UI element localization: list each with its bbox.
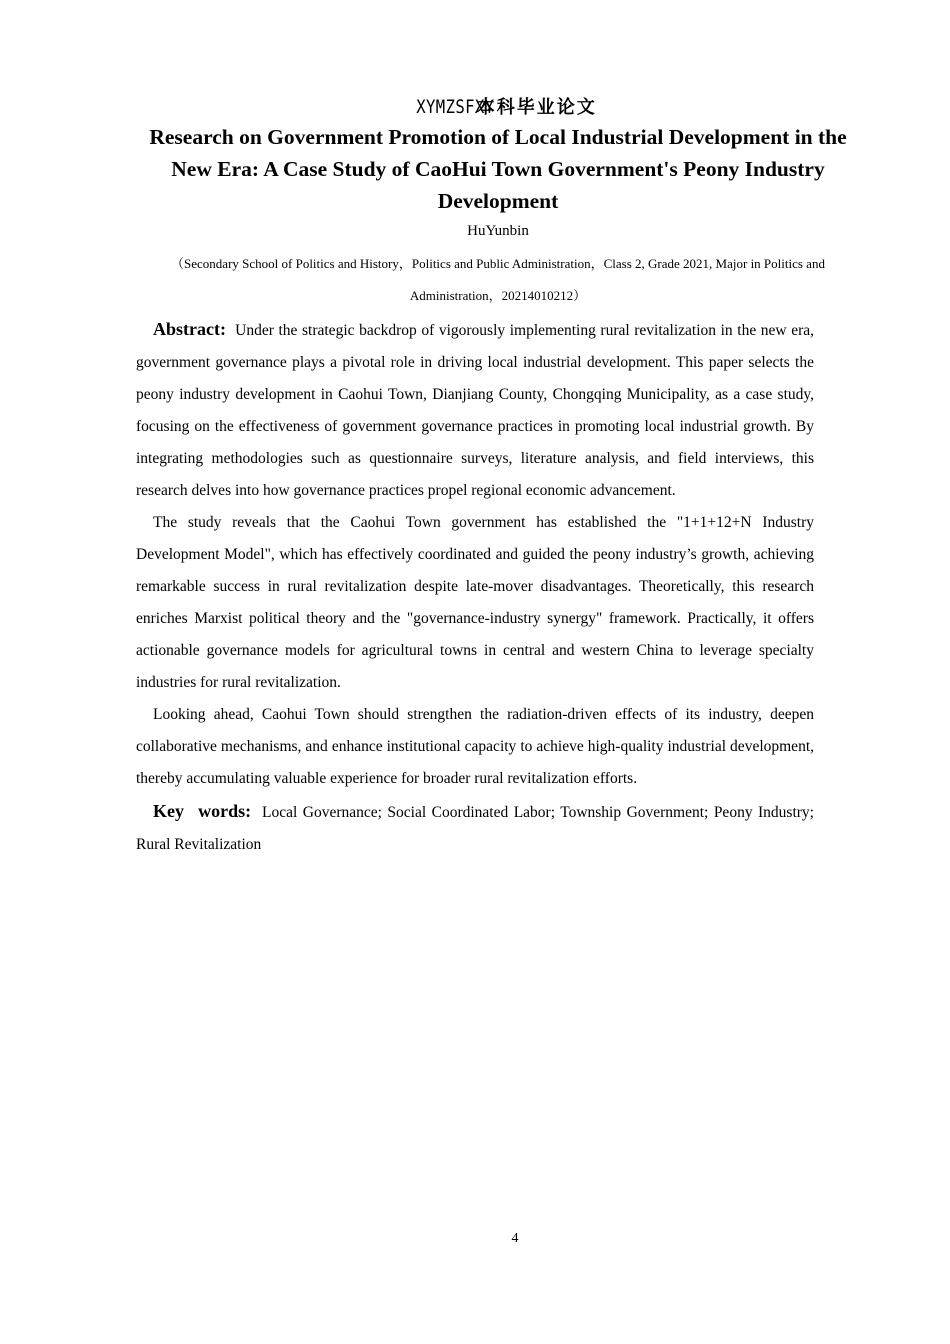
abstract-text-1: Under the strategic backdrop of vigorously implementing rural revitalization in the new era, government governance plays a pivotal role in driving local industrial development. This paper selects the peony industry development in Caohui Town, Dianjiang County, Chongqing Municipality, as a case study, focusing on the effectiveness of government governance practices in promoting local industrial growth. By integrating methodologies such as questionnaire surveys, literature analysis, and field interviews, this research delves into how governance practices propel regional economic advancement. [136, 322, 814, 499]
running-header [0, 92, 950, 122]
keywords-text: Local Governance; Social Coordinated Labor; Township Government; Peony Industry; Rural Revitalization [136, 804, 814, 853]
keywords-paragraph [136, 795, 814, 861]
abstract-section [136, 313, 814, 861]
header-label: 本科毕业论文 [476, 97, 597, 118]
abstract-paragraph-2: The study reveals that the Caohui Town government has established the "1+1+12+N Industry Development Model", which has effectively coordinated and guided the peony industry’s growth, achieving remarkable success in rural revitalization despite late-mover disadvantages. Theoretically, this research enriches Marxist political theory and the "governance-industry synergy" framework. Practically, it offers actionable governance models for agricultural towns in central and western China to leverage specialty industries for rural revitalization. [136, 514, 814, 691]
author-affiliation: （Secondary School of Politics and History，Politics and Public Administration，Class 2, Grade 2021, Major in Politics and Administration，20214010212） [171, 256, 825, 303]
abstract-paragraph-3: Looking ahead, Caohui Town should strengthen the radiation-driven effects of its industry, deepen collaborative mechanisms, and enhance institutional capacity to achieve high-quality industrial development, thereby accumulating valuable experience for broader rural revitalization efforts. [136, 706, 814, 787]
abstract-label: Abstract: [153, 319, 226, 339]
author-name: HuYunbin [467, 223, 529, 239]
abstract-paragraph-1 [136, 313, 814, 507]
page-number: 4 [511, 1231, 519, 1246]
paper-title: Research on Government Promotion of Local Industrial Development in the New Era: A Case Study of CaoHui Town Government's Peony Industry Development [149, 125, 847, 213]
header-code: XYMZSFXY [416, 96, 495, 118]
keywords-label: Key words: [153, 801, 252, 821]
